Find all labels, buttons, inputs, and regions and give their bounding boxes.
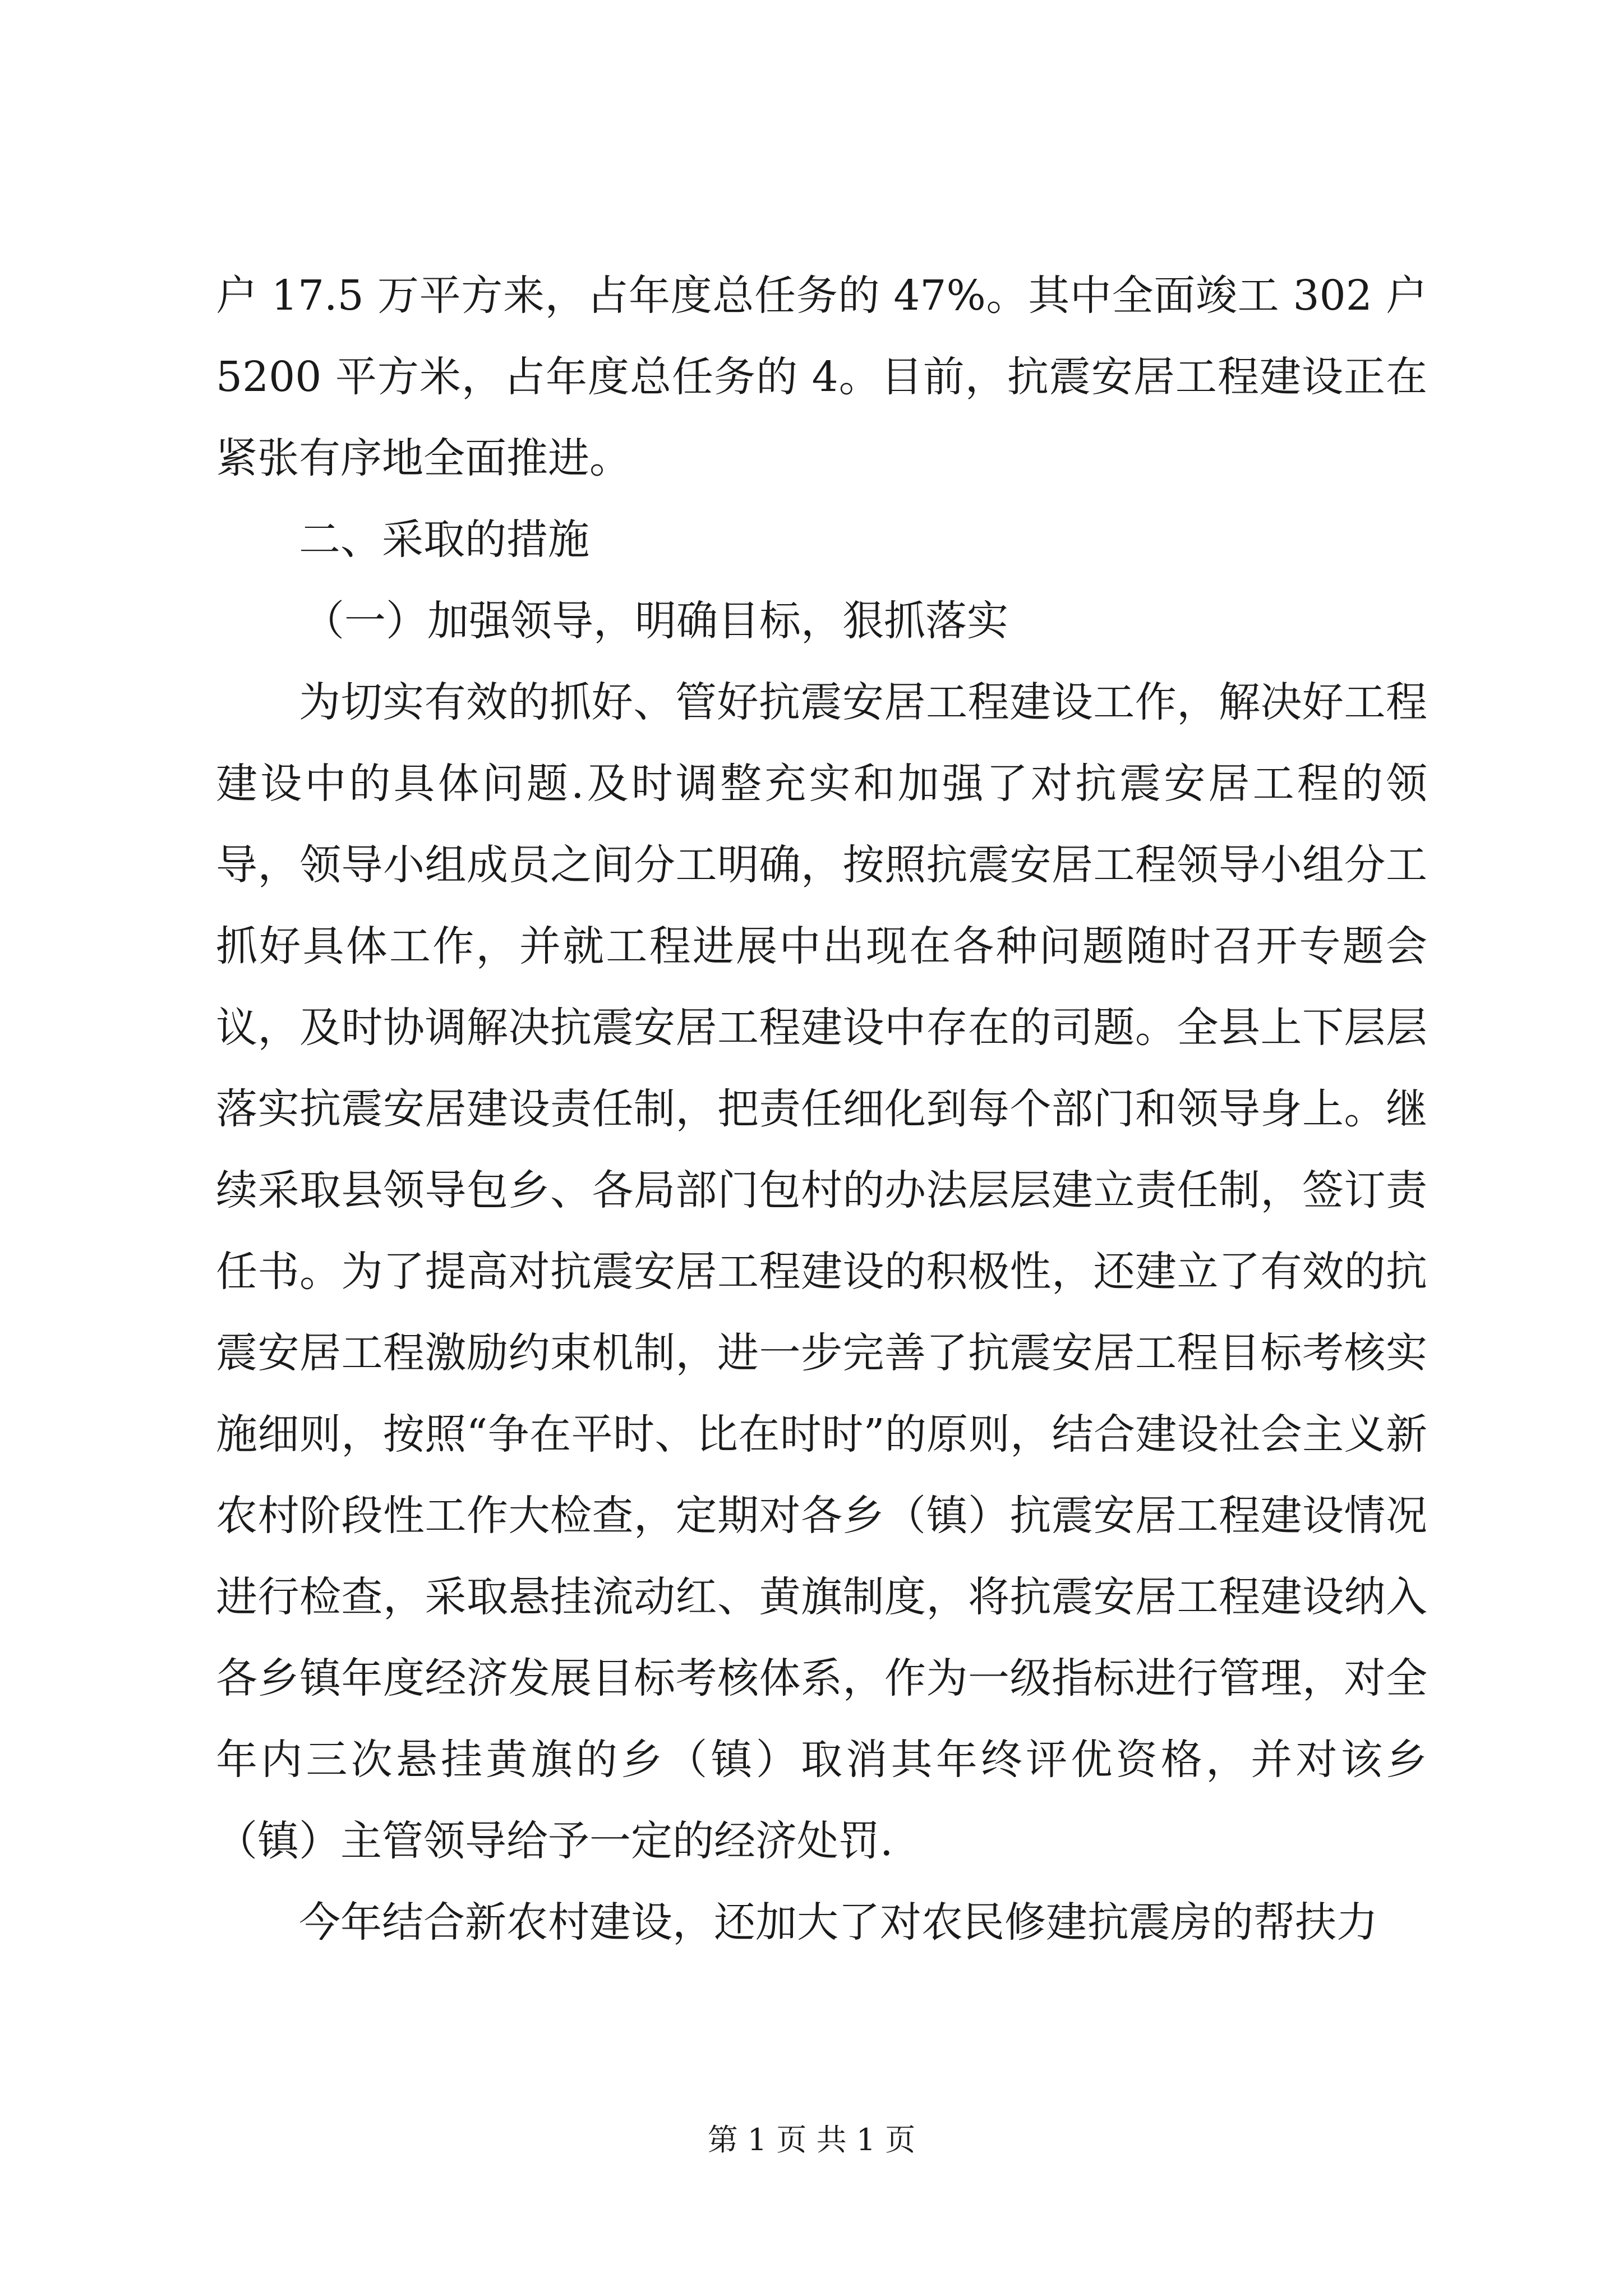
page-footer (0, 2120, 1623, 2160)
subsection-heading-leadership: （一）加强领导，明确目标，狠抓落实 (303, 597, 1008, 645)
paragraph-new-rural-construction: 今年结合新农村建设，还加大了对农民修建抗震房的帮扶力 (299, 1898, 1378, 1947)
document-body (216, 255, 1427, 1963)
page-number-label: 第 1 页 共 1 页 (707, 2122, 916, 2157)
paragraph-leadership-details: 为切实有效的抓好、管好抗震安居工程建设工作，解决好工程建设中的具体问题.及时调整充实和加强了对抗震安居工程的领导，领导小组成员之间分工明确，按照抗震安居工程领导小组分工抓好具体工作，并就工程进展中出现在各种问题随时召开专题会议，及时协调解决抗震安居工程建设中存在的司题。全县上下层层落实抗震安居建设责任制，把责任细化到每个部门和领导身上。继续采取县领导包乡、各局部门包村的办法层层建立责任制，签订责任书。为了提高对抗震安居工程建设的积极性，还建立了有效的抗震安居工程激励约束机制，进一步完善了抗震安居工程目标考核实施细则，按照“争在平时、比在时时”的原则，结合建设社会主义新农村阶段性工作大检查，定期对各乡（镇）抗震安居工程建设情况进行检查，采取悬挂流动红、黄旗制度，将抗震安居工程建设纳入各乡镇年度经济发展目标考核体系，作为一级指标进行管理，对全年内三次悬挂黄旗的乡（镇）取消其年终评优资格，并对该乡（镇）主管领导给予一定的经济处罚. (216, 678, 1427, 1865)
paragraph-progress-summary: 户 17.5 万平方来，占年度总任务的 47%。其中全面竣工 302 户 5200 平方米，占年度总任务的 4。目前，抗震安居工程建设正在紧张有序地全面推进。 (216, 272, 1427, 482)
section-heading-measures: 二、采取的措施 (299, 516, 589, 564)
